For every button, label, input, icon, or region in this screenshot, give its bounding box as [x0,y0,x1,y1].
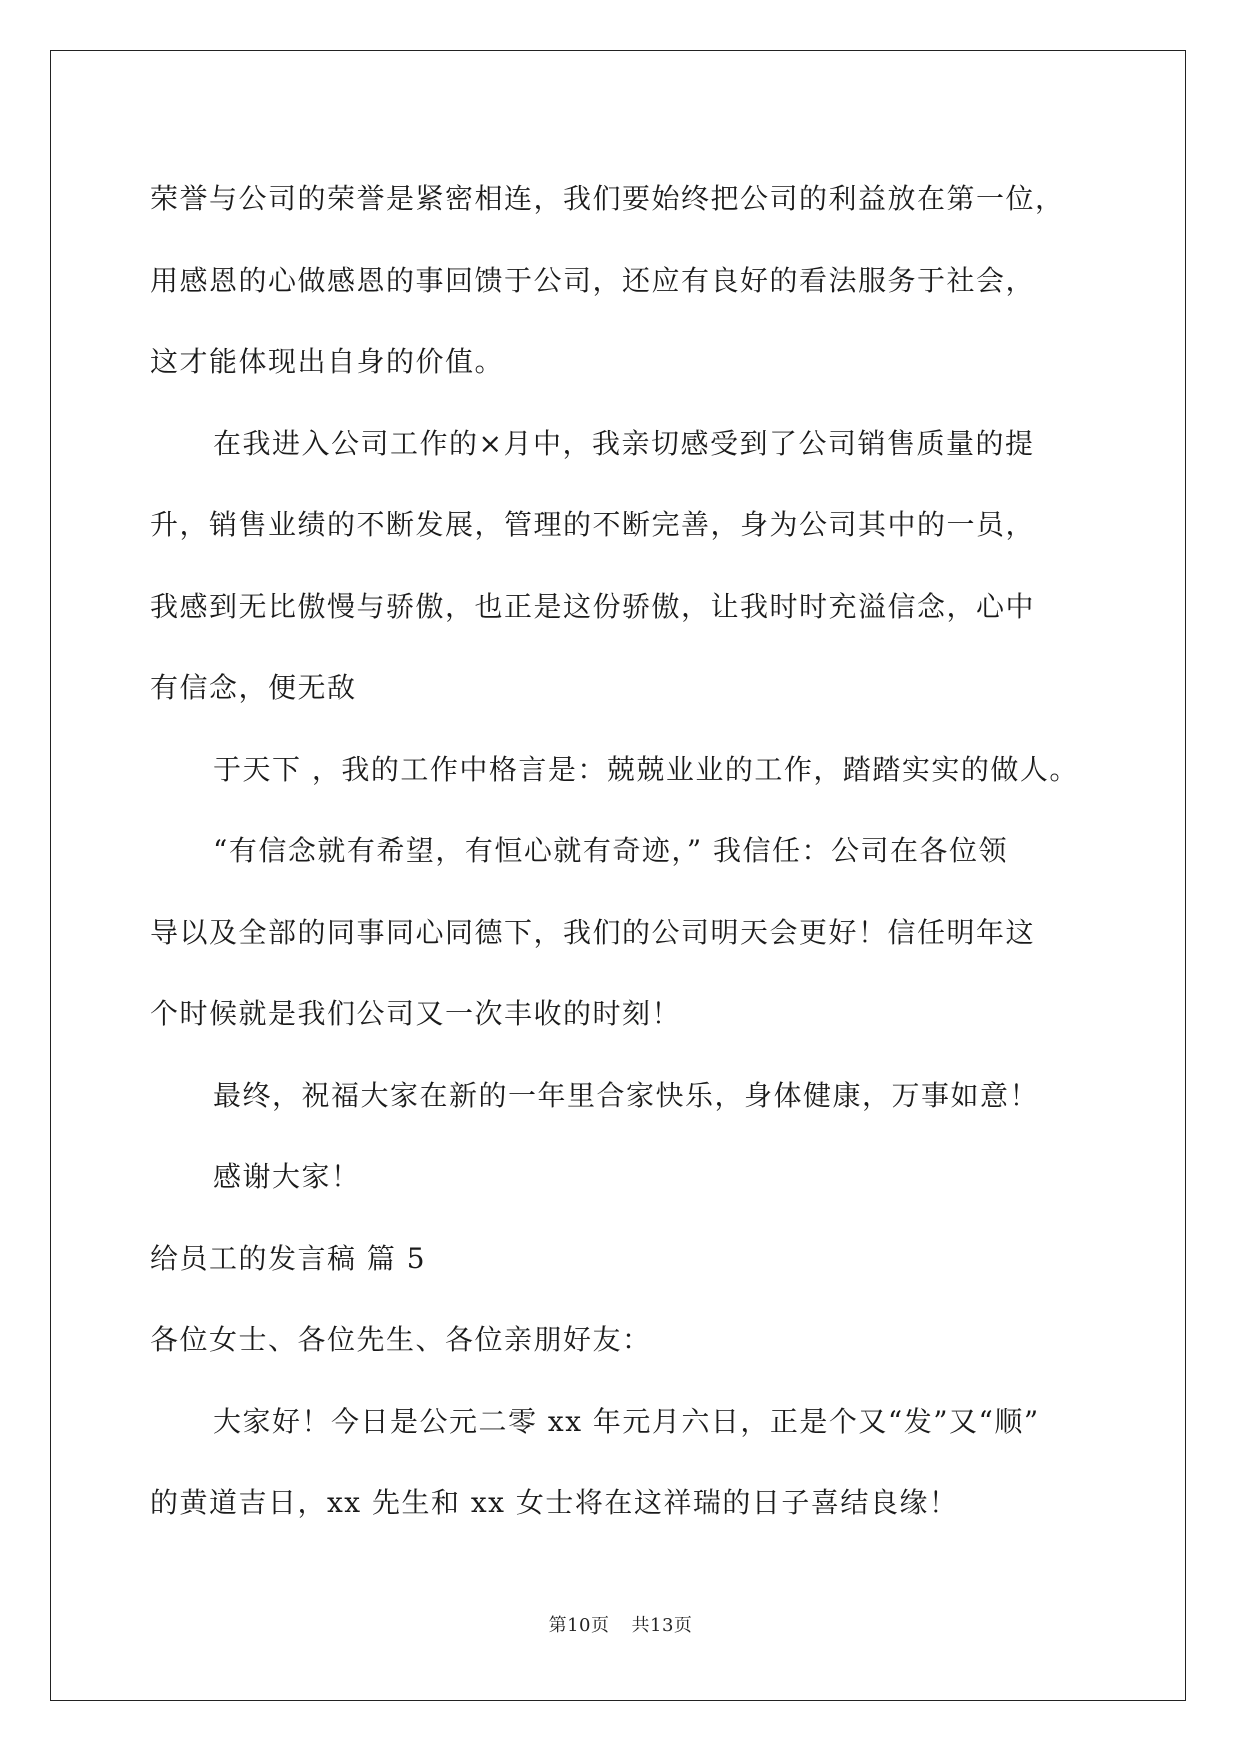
text-line-9: “有信念就有希望，有恒心就有奇迹，” 我信任：公司在各位领 [213,834,1009,867]
text-line-17: 的黄道吉日，xx 先生和 xx 女士将在这祥瑞的日子喜结良缘！ [150,1486,959,1519]
text-line-7: 有信念，便无敌 [150,671,357,704]
page-footer [0,1611,1241,1637]
text-line-11: 个时候就是我们公司又一次丰收的时刻！ [150,997,682,1030]
text-line-10: 导以及全部的同事同心同德下，我们的公司明天会更好！信任明年这 [150,915,1036,949]
page-number-total: 共13页 [631,1615,693,1636]
text-line-1: 荣誉与公司的荣誉是紧密相连，我们要始终把公司的利益放在第一位， [150,182,1065,215]
text-line-13: 感谢大家！ [213,1160,361,1193]
text-line-5: 升，销售业绩的不断发展，管理的不断完善，身为公司其中的一员， [150,508,1036,541]
salutation-line: 各位女士、各位先生、各位亲朋好友： [150,1323,652,1356]
text-line-8: 于天下 ，我的工作中格言是：兢兢业业的工作，踏踏实实的做人。 [213,752,1079,786]
text-line-16: 大家好！今日是公元二零 xx 年元月六日，正是个又“发”又“顺” [213,1404,1040,1438]
text-line-6: 我感到无比傲慢与骄傲，也正是这份骄傲，让我时时充溢信念，心中 [150,589,1036,623]
document-body [150,158,1090,1544]
text-line-12: 最终，祝福大家在新的一年里合家快乐，身体健康，万事如意！ [213,1078,1040,1112]
section-heading: 给员工的发言稿 篇 5 [150,1241,427,1275]
page-number-current: 第10页 [548,1615,610,1636]
text-line-3: 这才能体现出自身的价值。 [150,345,505,378]
text-line-4: 在我进入公司工作的×月中，我亲切感受到了公司销售质量的提 [213,426,1035,460]
text-line-2: 用感恩的心做感恩的事回馈于公司，还应有良好的看法服务于社会， [150,263,1036,297]
